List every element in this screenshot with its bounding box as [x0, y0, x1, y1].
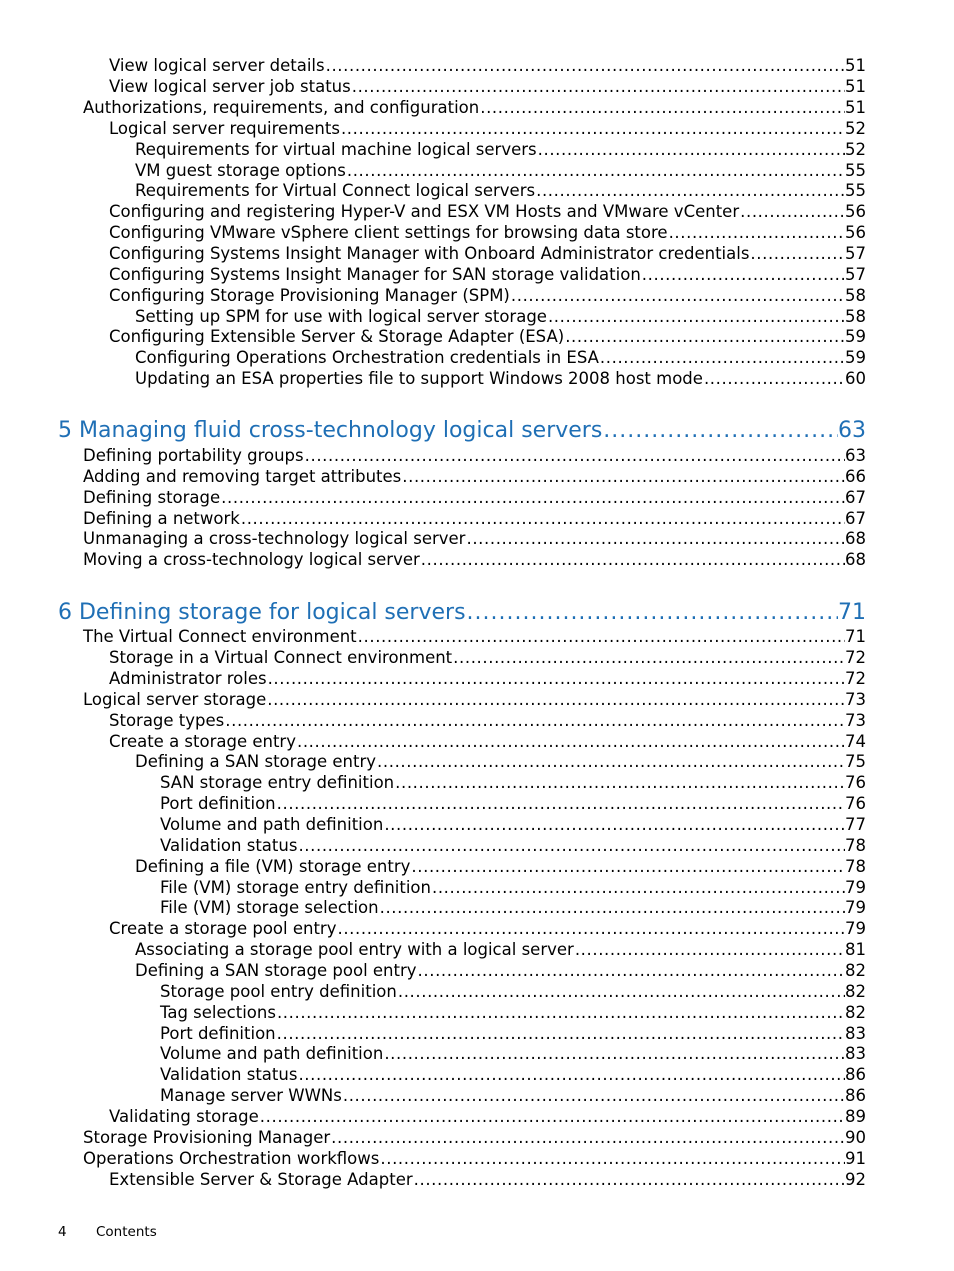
toc-page-number: 59 [845, 348, 866, 367]
toc-entry-title: Logical server requirements [109, 119, 340, 138]
toc-entry[interactable] [109, 732, 866, 752]
toc-entry-title: Requirements for virtual machine logical servers [135, 140, 537, 159]
toc-page-number: 92 [845, 1170, 866, 1189]
toc-page-number: 82 [845, 961, 866, 980]
toc-entry[interactable] [135, 140, 866, 160]
toc-entry[interactable] [160, 898, 866, 918]
toc-dot-leader [297, 732, 845, 752]
toc-dot-leader [411, 857, 845, 877]
toc-page-number: 79 [845, 919, 866, 938]
toc-entry[interactable] [160, 982, 866, 1002]
toc-entry[interactable] [83, 690, 866, 710]
toc-page-number: 91 [845, 1149, 866, 1168]
toc-entry[interactable] [160, 1003, 866, 1023]
toc-page-number: 52 [845, 140, 866, 159]
toc-entry-title: Configuring VMware vSphere client settings for browsing data store [109, 223, 668, 242]
toc-dot-leader [467, 599, 838, 627]
toc-entry[interactable] [109, 286, 866, 306]
toc-page-number: 81 [845, 940, 866, 959]
toc-page-number: 82 [845, 1003, 866, 1022]
toc-entry[interactable] [160, 1024, 866, 1044]
toc-dot-leader [277, 1003, 845, 1023]
toc-dot-leader [395, 773, 845, 793]
toc-entry[interactable] [109, 327, 866, 347]
toc-dot-leader [511, 286, 845, 306]
toc-page-number: 72 [845, 648, 866, 667]
toc-page-number: 59 [845, 327, 866, 346]
toc-page-number: 89 [845, 1107, 866, 1126]
toc-entry[interactable] [109, 244, 866, 264]
toc-entry-title: Validation status [160, 1065, 298, 1084]
toc-entry-title: Configuring Extensible Server & Storage Adapter (ESA) [109, 327, 565, 346]
toc-entry-title: Storage pool entry definition [160, 982, 397, 1001]
toc-entry-title: Volume and path definition [160, 815, 384, 834]
toc-page-number: 57 [845, 244, 866, 263]
toc-entry-title: Requirements for Virtual Connect logical servers [135, 181, 536, 200]
toc-dot-leader [225, 711, 845, 731]
toc-entry-title: Create a storage entry [109, 732, 296, 751]
toc-entry[interactable] [109, 77, 866, 97]
toc-entry-title: Moving a cross-technology logical server [83, 550, 420, 569]
toc-entry[interactable] [135, 348, 866, 368]
toc-entry-title: SAN storage entry definition [160, 773, 395, 792]
toc-entry-title: Manage server WWNs [160, 1086, 342, 1105]
toc-entry[interactable] [109, 202, 866, 222]
toc-entry[interactable] [83, 488, 866, 508]
toc-dot-leader [740, 202, 845, 222]
toc-entry[interactable] [135, 752, 866, 772]
toc-dot-leader [466, 529, 845, 549]
toc-page-number: 67 [845, 488, 866, 507]
toc-entry[interactable] [135, 161, 866, 181]
toc-entry-title: Unmanaging a cross-technology logical server [83, 529, 466, 548]
toc-page-number: 78 [845, 857, 866, 876]
toc-entry-title: Associating a storage pool entry with a logical server [135, 940, 574, 959]
toc-dot-leader [704, 369, 845, 389]
toc-page-number: 51 [845, 77, 866, 96]
toc-entry[interactable] [83, 1128, 866, 1148]
toc-entry[interactable] [109, 1170, 866, 1190]
toc-entry[interactable] [135, 181, 866, 201]
toc-dot-leader [750, 244, 845, 264]
toc-dot-leader [277, 794, 845, 814]
toc-dot-leader [536, 181, 845, 201]
toc-entry-title: Logical server storage [83, 690, 267, 709]
toc-dot-leader [432, 878, 845, 898]
toc-dot-leader [669, 223, 845, 243]
toc-page-number: 56 [845, 223, 866, 242]
toc-dot-leader [298, 836, 845, 856]
toc-dot-leader [538, 140, 845, 160]
toc-page-number: 83 [845, 1024, 866, 1043]
toc-page-number: 79 [845, 898, 866, 917]
toc-entry-title: Adding and removing target attributes [83, 467, 402, 486]
toc-entry-title: File (VM) storage selection [160, 898, 379, 917]
toc-entry-title: Configuring Systems Insight Manager for SAN storage validation [109, 265, 641, 284]
toc-dot-leader [642, 265, 845, 285]
toc-entry-title: 5 Managing fluid cross-technology logical servers [58, 418, 603, 443]
toc-entry-title: Configuring Systems Insight Manager with Onboard Administrator credentials [109, 244, 750, 263]
toc-page-number: 58 [845, 286, 866, 305]
toc-entry[interactable] [83, 627, 866, 647]
toc-dot-leader [603, 417, 838, 445]
toc-entry-title: Storage Provisioning Manager [83, 1128, 331, 1147]
toc-dot-leader [384, 1044, 845, 1064]
toc-entry-title: Port definition [160, 794, 276, 813]
toc-entry[interactable] [83, 467, 866, 487]
toc-page-number: 86 [845, 1065, 866, 1084]
toc-entry-title: Defining a file (VM) storage entry [135, 857, 411, 876]
page-footer [58, 1223, 157, 1241]
toc-entry[interactable] [135, 857, 866, 877]
toc-dot-leader [418, 961, 845, 981]
toc-entry[interactable] [83, 529, 866, 549]
toc-chapter-entry[interactable] [58, 599, 866, 627]
toc-entry-title: 6 Defining storage for logical servers [58, 600, 466, 625]
toc-page-number: 82 [845, 982, 866, 1001]
toc-dot-leader [358, 627, 845, 647]
toc-dot-leader [377, 752, 845, 772]
toc-entry-title: Setting up SPM for use with logical server storage [135, 307, 547, 326]
toc-dot-leader [298, 1065, 845, 1085]
toc-page-number: 75 [845, 752, 866, 771]
toc-page-number: 67 [845, 509, 866, 528]
toc-page-number: 73 [845, 690, 866, 709]
toc-page-number: 77 [845, 815, 866, 834]
toc-dot-leader [402, 467, 845, 487]
footer-page-number: 4 [58, 1224, 67, 1240]
toc-dot-leader [341, 119, 845, 139]
toc-page-number: 51 [845, 56, 866, 75]
toc-entry[interactable] [160, 1065, 866, 1085]
toc-page-number: 58 [845, 307, 866, 326]
toc-entry-title: Port definition [160, 1024, 276, 1043]
toc-page-number: 55 [845, 181, 866, 200]
toc-entry-title: Defining a SAN storage pool entry [135, 961, 417, 980]
toc-page-number: 68 [845, 529, 866, 548]
toc-entry-title: Volume and path definition [160, 1044, 384, 1063]
toc-entry[interactable] [160, 1086, 866, 1106]
toc-entry-title: Storage types [109, 711, 225, 730]
toc-dot-leader [421, 550, 845, 570]
toc-page-number: 86 [845, 1086, 866, 1105]
toc-entry-title: Defining storage [83, 488, 221, 507]
toc-dot-leader [565, 327, 845, 347]
toc-entry-title: Administrator roles [109, 669, 267, 688]
toc-entry-title: Defining portability groups [83, 446, 304, 465]
toc-page-number: 63 [845, 446, 866, 465]
toc-dot-leader [600, 348, 845, 368]
toc-page-number: 68 [845, 550, 866, 569]
toc-entry[interactable] [109, 265, 866, 285]
toc-page-number: 71 [838, 600, 866, 625]
toc-entry-title: Configuring and registering Hyper-V and ESX VM Hosts and VMware vCenter [109, 202, 740, 221]
toc-page-number: 66 [845, 467, 866, 486]
toc-dot-leader [331, 1128, 845, 1148]
toc-entry[interactable] [83, 98, 866, 118]
toc-entry-title: Operations Orchestration workflows [83, 1149, 380, 1168]
toc-dot-leader [414, 1170, 845, 1190]
toc-entry[interactable] [83, 1149, 866, 1169]
toc-entry-title: Configuring Operations Orchestration credentials in ESA [135, 348, 599, 367]
toc-entry[interactable] [109, 648, 866, 668]
toc-entry[interactable] [135, 940, 866, 960]
footer-section-label: Contents [96, 1224, 157, 1240]
toc-page-number: 76 [845, 794, 866, 813]
toc-entry-title: Create a storage pool entry [109, 919, 337, 938]
toc-entry-title: Defining a network [83, 509, 240, 528]
toc-entry[interactable] [160, 836, 866, 856]
toc-dot-leader [241, 509, 845, 529]
toc-entry[interactable] [160, 878, 866, 898]
toc-dot-leader [305, 446, 845, 466]
toc-entry-title: Authorizations, requirements, and configuration [83, 98, 480, 117]
toc-entry-title: Validating storage [109, 1107, 259, 1126]
toc-page-number: 73 [845, 711, 866, 730]
toc-page-number: 51 [845, 98, 866, 117]
toc-entry[interactable] [109, 919, 866, 939]
toc-dot-leader [267, 690, 845, 710]
toc-dot-leader [384, 815, 845, 835]
toc-entry-title: Storage in a Virtual Connect environment [109, 648, 453, 667]
toc-entry[interactable] [160, 815, 866, 835]
toc-chapter-entry[interactable] [58, 417, 866, 445]
toc-entry-title: File (VM) storage entry definition [160, 878, 431, 897]
toc-entry[interactable] [83, 509, 866, 529]
toc-entry[interactable] [109, 56, 866, 76]
toc-page-number: 56 [845, 202, 866, 221]
toc-page-number: 57 [845, 265, 866, 284]
toc-entry[interactable] [160, 1044, 866, 1064]
toc-entry-title: Validation status [160, 836, 298, 855]
toc-entry-title: View logical server job status [109, 77, 351, 96]
toc-dot-leader [398, 982, 845, 1002]
toc-dot-leader [480, 98, 845, 118]
toc-dot-leader [343, 1086, 845, 1106]
toc-dot-leader [380, 1149, 845, 1169]
toc-entry-title: Updating an ESA properties file to support Windows 2008 host mode [135, 369, 703, 388]
toc-entry-title: VM guest storage options [135, 161, 346, 180]
toc-entry[interactable] [135, 369, 866, 389]
toc-entry[interactable] [109, 119, 866, 139]
toc-entry-title: Configuring Storage Provisioning Manager (SPM) [109, 286, 510, 305]
toc-page-number: 83 [845, 1044, 866, 1063]
toc-page-number: 76 [845, 773, 866, 792]
toc-entry-title: Tag selections [160, 1003, 276, 1022]
toc-dot-leader [347, 161, 845, 181]
toc-entry[interactable] [109, 711, 866, 731]
toc-entry[interactable] [83, 446, 866, 466]
toc-dot-leader [326, 56, 845, 76]
toc-page-number: 55 [845, 161, 866, 180]
toc-page-number: 52 [845, 119, 866, 138]
toc-entry[interactable] [135, 307, 866, 327]
toc-dot-leader [352, 77, 845, 97]
toc-page-number: 72 [845, 669, 866, 688]
toc-page-number: 90 [845, 1128, 866, 1147]
toc-entry[interactable] [83, 550, 866, 570]
toc-page-number: 63 [838, 418, 866, 443]
toc-dot-leader [260, 1107, 845, 1127]
toc-dot-leader [575, 940, 845, 960]
toc-page-number: 78 [845, 836, 866, 855]
toc-entry-title: Extensible Server & Storage Adapter [109, 1170, 413, 1189]
toc-page-number: 60 [845, 369, 866, 388]
toc-entry[interactable] [109, 669, 866, 689]
toc-dot-leader [337, 919, 845, 939]
toc-dot-leader [548, 307, 845, 327]
toc-entry-title: View logical server details [109, 56, 325, 75]
toc-dot-leader [221, 488, 845, 508]
toc-entry[interactable] [109, 1107, 866, 1127]
toc-entry[interactable] [135, 961, 866, 981]
toc-dot-leader [453, 648, 845, 668]
toc-dot-leader [268, 669, 845, 689]
toc-page-number: 74 [845, 732, 866, 751]
toc-page-number: 79 [845, 878, 866, 897]
toc-entry-title: Defining a SAN storage entry [135, 752, 377, 771]
toc-page-number: 71 [845, 627, 866, 646]
toc-entry[interactable] [109, 223, 866, 243]
toc-entry-title: The Virtual Connect environment [83, 627, 357, 646]
toc-dot-leader [277, 1024, 845, 1044]
toc-entry[interactable] [160, 773, 866, 793]
toc-entry[interactable] [160, 794, 866, 814]
toc-dot-leader [380, 898, 845, 918]
